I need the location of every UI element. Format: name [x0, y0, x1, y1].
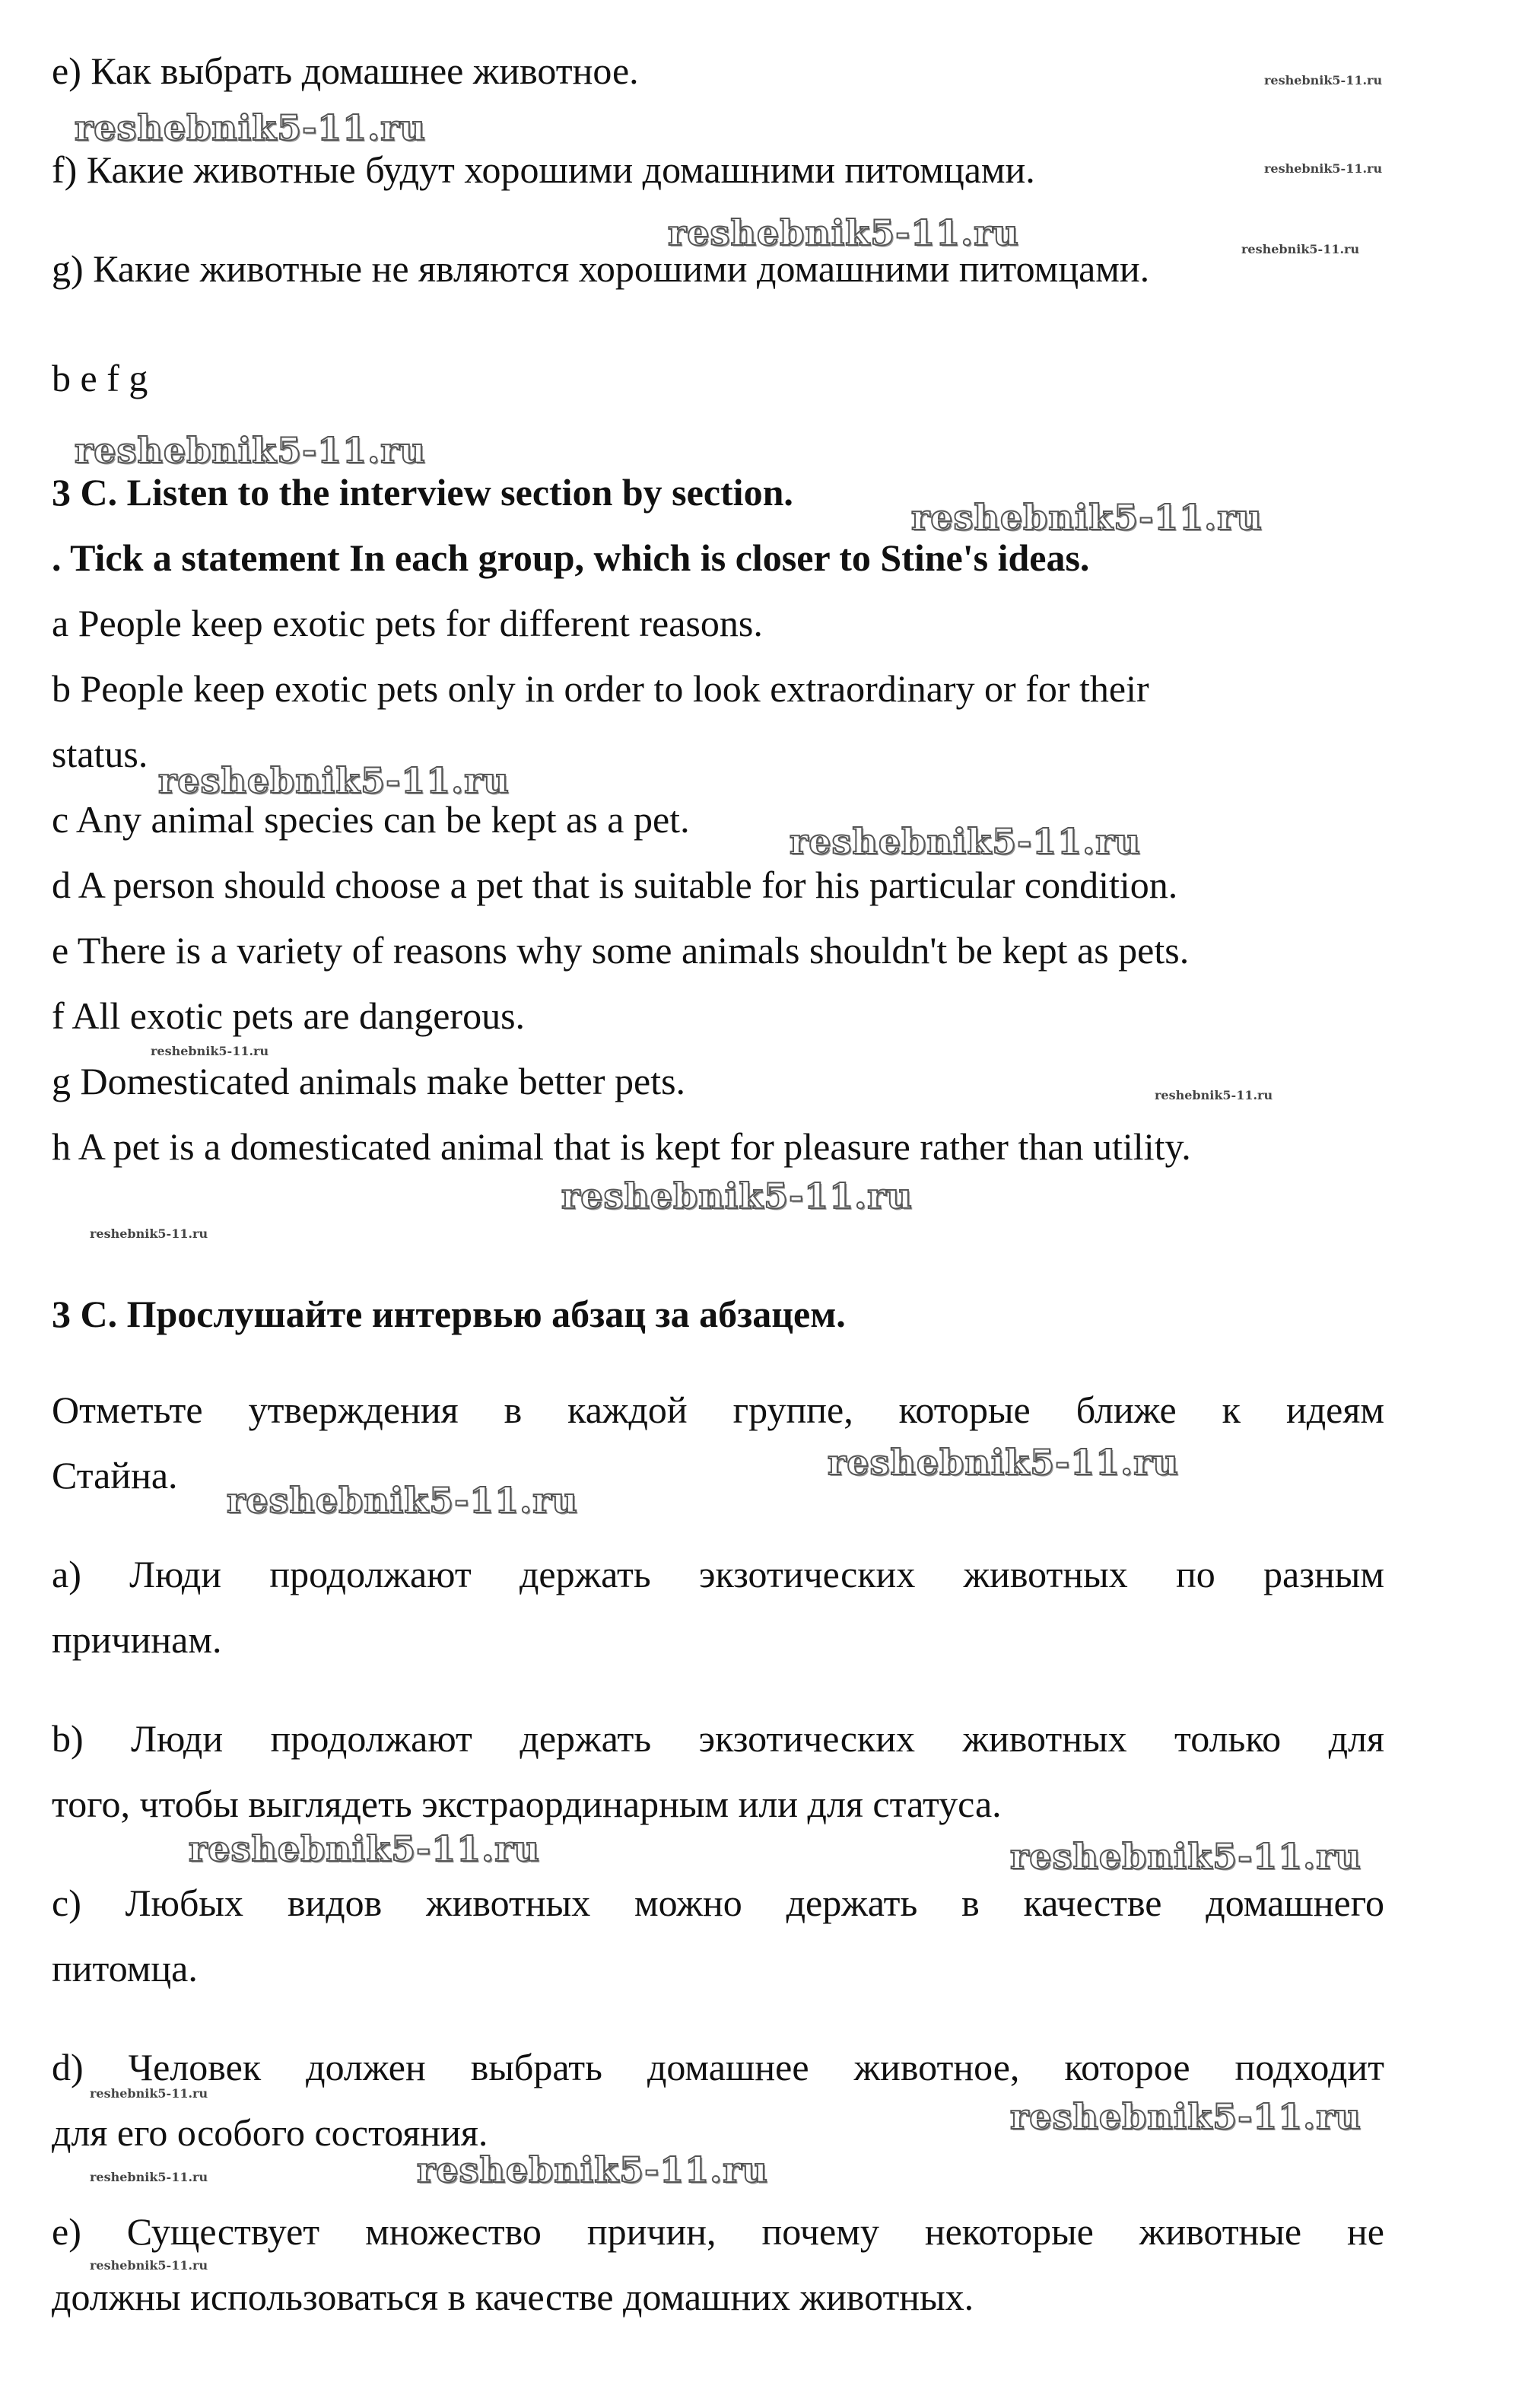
watermark-large: reshebnik5-11.ru	[158, 760, 510, 801]
statement-e-ru-line2: должны использоваться в качестве домашних животных.	[52, 2276, 974, 2318]
watermark-large: reshebnik5-11.ru	[1010, 2096, 1362, 2137]
task-heading-en: 3 C. Listen to the interview section by section.	[52, 471, 793, 514]
statement-e-en: e There is a variety of reasons why some animals shouldn't be kept as pets.	[52, 929, 1190, 972]
watermark-large: reshebnik5-11.ru	[1010, 1836, 1362, 1877]
watermark-large: reshebnik5-11.ru	[668, 212, 1019, 253]
watermark-small: reshebnik5-11.ru	[1155, 1088, 1273, 1102]
watermark-large: reshebnik5-11.ru	[790, 821, 1141, 862]
statement-d-ru-line2: для его особого состояния.	[52, 2111, 488, 2154]
watermark-large: reshebnik5-11.ru	[561, 1175, 913, 1217]
watermark-small: reshebnik5-11.ru	[1264, 161, 1383, 176]
statement-f-en: f All exotic pets are dangerous.	[52, 994, 526, 1037]
statement-c-ru-line1: с) Любых видов животных можно держать в качестве домашнего	[52, 1882, 1384, 1924]
watermark-small: reshebnik5-11.ru	[1241, 242, 1360, 256]
statement-b-ru-line2: того, чтобы выглядеть экстраординарным или для статуса.	[52, 1783, 1002, 1825]
watermark-large: reshebnik5-11.ru	[227, 1480, 578, 1521]
statement-d-en: d A person should choose a pet that is suitable for his particular condition.	[52, 864, 1178, 906]
watermark-small: reshebnik5-11.ru	[1264, 73, 1383, 87]
watermark-small: reshebnik5-11.ru	[90, 2086, 208, 2101]
watermark-large: reshebnik5-11.ru	[75, 430, 426, 471]
watermark-small: reshebnik5-11.ru	[151, 1044, 269, 1058]
text-line-f-ru: f) Какие животные будут хорошими домашними питомцами.	[52, 148, 1035, 191]
statement-b-en-cont: status.	[52, 733, 148, 775]
text-line-g-ru: g) Какие животные не являются хорошими домашними питомцами.	[52, 247, 1150, 290]
statement-c-en: c Any animal species can be kept as a pet.	[52, 798, 690, 841]
task-instruction-en: . Tick a statement In each group, which is closer to Stine's ideas.	[52, 536, 1090, 579]
intro-ru-line2: Стайна.	[52, 1454, 178, 1497]
watermark-small: reshebnik5-11.ru	[90, 2170, 208, 2184]
statement-a-ru-line1: а) Люди продолжают держать экзотических животных по разным	[52, 1553, 1384, 1595]
statement-d-ru-line1: d) Человек должен выбрать домашнее животное, которое подходит	[52, 2046, 1384, 2088]
task-heading-ru: 3 С. Прослушайте интервью абзац за абзацем.	[52, 1293, 846, 1335]
statement-e-ru-line1: е) Существует множество причин, почему некоторые животные не	[52, 2210, 1384, 2253]
statement-a-en: a People keep exotic pets for different reasons.	[52, 602, 763, 644]
watermark-large: reshebnik5-11.ru	[828, 1442, 1179, 1483]
statement-a-ru-line2: причинам.	[52, 1618, 222, 1661]
text-line-e-ru: e) Как выбрать домашнее животное.	[52, 49, 639, 92]
watermark-large: reshebnik5-11.ru	[417, 2149, 768, 2190]
watermark-small: reshebnik5-11.ru	[90, 1226, 208, 1241]
statement-g-en: g Domesticated animals make better pets.	[52, 1060, 686, 1102]
watermark-small: reshebnik5-11.ru	[90, 2258, 208, 2273]
statement-b-en: b People keep exotic pets only in order to look extraordinary or for their	[52, 667, 1149, 710]
answer-line: b e f g	[52, 357, 148, 399]
watermark-large: reshebnik5-11.ru	[911, 497, 1263, 538]
watermark-large: reshebnik5-11.ru	[75, 107, 426, 148]
statement-c-ru-line2: питомца.	[52, 1947, 198, 1990]
statement-h-en: h A pet is a domesticated animal that is kept for pleasure rather than utility.	[52, 1125, 1191, 1168]
intro-ru-line1: Отметьте утверждения в каждой группе, которые ближе к идеям	[52, 1388, 1384, 1431]
statement-b-ru-line1: b) Люди продолжают держать экзотических животных только для	[52, 1717, 1384, 1760]
watermark-large: reshebnik5-11.ru	[189, 1828, 540, 1869]
